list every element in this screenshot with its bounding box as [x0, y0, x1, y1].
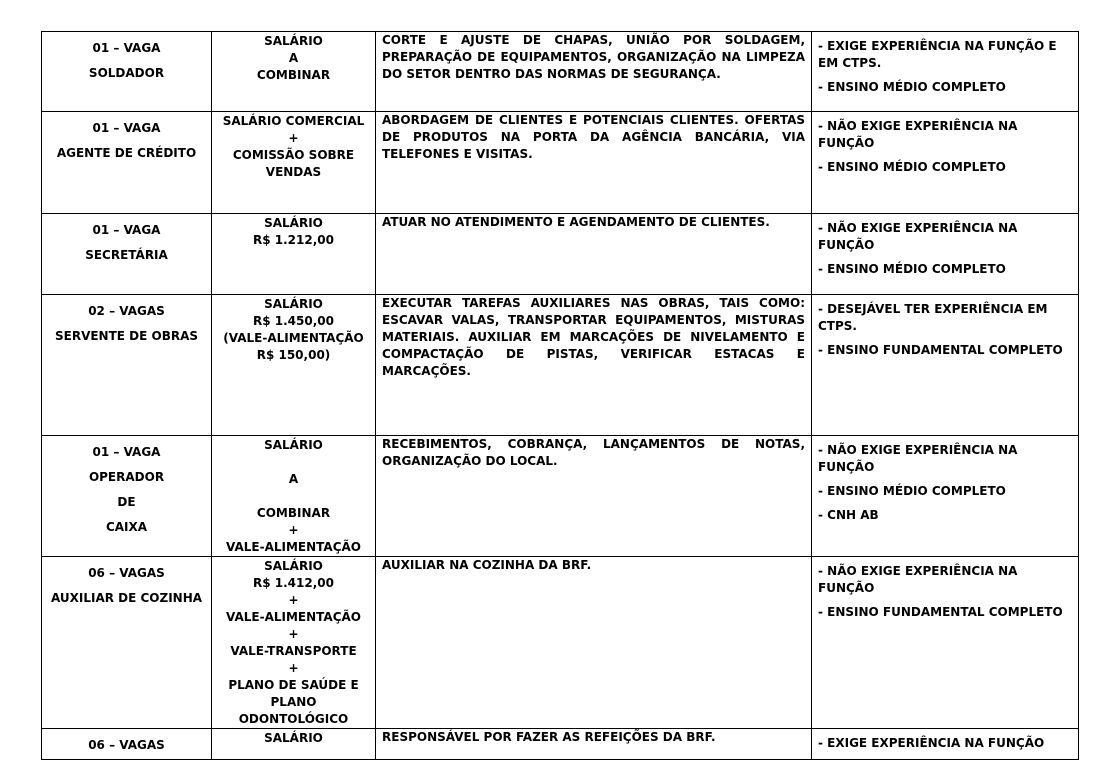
salary-line: SALÁRIO COMERCIAL	[222, 114, 365, 128]
salary-line: VALE-TRANSPORTE	[230, 644, 357, 658]
description-cell: RECEBIMENTOS, COBRANÇA, LANÇAMENTOS DE NOTAS, ORGANIZAÇÃO DO LOCAL.	[376, 436, 812, 557]
salary-line: SALÁRIO	[264, 731, 323, 745]
requirements-cell	[812, 557, 1079, 729]
requirements-cell	[812, 729, 1079, 760]
requirement-item: - ENSINO MÉDIO COMPLETO	[818, 80, 1006, 94]
salary-line: ODONTOLÓGICO	[238, 712, 349, 726]
vacancy-cell	[42, 436, 212, 557]
salary-line: SALÁRIO	[264, 297, 323, 311]
requirement-item: - NÃO EXIGE EXPERIÊNCIA NA FUNÇÃO	[818, 564, 1018, 595]
salary-line: COMBINAR	[256, 68, 331, 82]
vacancy-count: 01 – VAGA	[92, 121, 161, 135]
salary-line: SALÁRIO	[264, 438, 323, 452]
salary-line: R$ 1.212,00	[253, 233, 334, 247]
salary-line: PLANO	[270, 695, 317, 709]
salary-line: VENDAS	[265, 165, 322, 179]
job-title: OPERADOR	[88, 470, 165, 484]
requirement-item: - ENSINO MÉDIO COMPLETO	[818, 484, 1006, 498]
description-cell: CORTE E AJUSTE DE CHAPAS, UNIÃO POR SOLDAGEM, PREPARAÇÃO DE EQUIPAMENTOS, ORGANIZAÇÃO NA LIMPEZA DO SETOR DENTRO DAS NORMAS DE SEGURANÇA.	[376, 32, 812, 112]
requirement-item: - DESEJÁVEL TER EXPERIÊNCIA EM CTPS.	[818, 302, 1048, 333]
vacancy-count: 06 – VAGAS	[88, 738, 165, 752]
salary-line: R$ 1.412,00	[253, 576, 334, 590]
vacancy-cell	[42, 112, 212, 214]
salary-line: A	[288, 472, 299, 486]
vacancy-count: 06 – VAGAS	[88, 566, 165, 580]
description-cell: EXECUTAR TAREFAS AUXILIARES NAS OBRAS, TAIS COMO: ESCAVAR VALAS, TRANSPORTAR EQUIPAMENTOS, MISTURAS MATERIAIS. AUXILIAR EM MARCAÇÕES DE NIVELAMENTO E COMPACTAÇÃO DE PISTAS, VERIFICAR ESTACAS E MARCAÇÕES.	[376, 295, 812, 436]
salary-line: +	[288, 593, 299, 607]
vacancy-cell	[42, 214, 212, 295]
requirements-cell	[812, 295, 1079, 436]
salary-line: +	[288, 523, 299, 537]
job-title: SECRETÁRIA	[85, 248, 168, 262]
requirement-item: - ENSINO MÉDIO COMPLETO	[818, 262, 1006, 276]
salary-line: (VALE-ALIMENTAÇÃO	[223, 331, 364, 345]
requirement-item: - ENSINO MÉDIO COMPLETO	[818, 160, 1006, 174]
salary-line: SALÁRIO	[264, 559, 323, 573]
vacancy-count: 01 – VAGA	[92, 41, 161, 55]
salary-cell	[212, 32, 376, 112]
table-row	[42, 557, 1079, 729]
job-title: CAIXA	[105, 520, 148, 534]
requirements-cell	[812, 112, 1079, 214]
table-row	[42, 112, 1079, 214]
salary-line: +	[288, 627, 299, 641]
requirements-cell	[812, 436, 1079, 557]
salary-line: A	[288, 51, 299, 65]
salary-cell	[212, 729, 376, 760]
salary-line: COMISSÃO SOBRE	[232, 148, 355, 162]
table-row	[42, 295, 1079, 436]
vacancy-count: 01 – VAGA	[92, 445, 161, 459]
requirement-item: - EXIGE EXPERIÊNCIA NA FUNÇÃO E EM CTPS.	[818, 39, 1057, 70]
requirements-cell	[812, 214, 1079, 295]
salary-cell	[212, 112, 376, 214]
salary-cell	[212, 436, 376, 557]
requirement-item: - EXIGE EXPERIÊNCIA NA FUNÇÃO	[818, 736, 1045, 750]
requirement-item: - ENSINO FUNDAMENTAL COMPLETO	[818, 605, 1063, 619]
job-title: AUXILIAR DE COZINHA	[50, 591, 203, 605]
job-title: AGENTE DE CRÉDITO	[56, 146, 197, 160]
salary-line: +	[288, 131, 299, 145]
salary-line: VALE-ALIMENTAÇÃO	[226, 610, 361, 624]
requirement-item: - ENSINO FUNDAMENTAL COMPLETO	[818, 343, 1063, 357]
job-listings-table	[41, 31, 1079, 760]
salary-line: R$ 150,00)	[256, 348, 331, 362]
salary-line: PLANO DE SAÚDE E	[228, 678, 359, 692]
requirement-item: - NÃO EXIGE EXPERIÊNCIA NA FUNÇÃO	[818, 119, 1018, 150]
requirement-item: - CNH AB	[818, 508, 879, 522]
description-cell: AUXILIAR NA COZINHA DA BRF.	[376, 557, 812, 729]
salary-line: SALÁRIO	[264, 216, 323, 230]
salary-line: SALÁRIO	[264, 34, 323, 48]
table-row	[42, 436, 1079, 557]
vacancy-cell	[42, 557, 212, 729]
salary-cell	[212, 557, 376, 729]
vacancy-cell	[42, 729, 212, 760]
vacancy-count: 02 – VAGAS	[88, 304, 165, 318]
salary-line: +	[288, 661, 299, 675]
job-title: SERVENTE DE OBRAS	[54, 329, 199, 343]
vacancy-cell	[42, 295, 212, 436]
vacancy-cell	[42, 32, 212, 112]
description-cell: RESPONSÁVEL POR FAZER AS REFEIÇÕES DA BRF.	[376, 729, 812, 760]
salary-line: VALE-ALIMENTAÇÃO	[226, 540, 361, 554]
requirements-cell	[812, 32, 1079, 112]
salary-line: COMBINAR	[256, 506, 331, 520]
description-cell: ABORDAGEM DE CLIENTES E POTENCIAIS CLIENTES. OFERTAS DE PRODUTOS NA PORTA DA AGÊNCIA BANCÁRIA, VIA TELEFONES E VISITAS.	[376, 112, 812, 214]
salary-cell	[212, 295, 376, 436]
job-title: DE	[117, 495, 136, 509]
requirement-item: - NÃO EXIGE EXPERIÊNCIA NA FUNÇÃO	[818, 443, 1018, 474]
table-row	[42, 32, 1079, 112]
job-title: SOLDADOR	[88, 66, 165, 80]
table-row	[42, 729, 1079, 760]
vacancy-count: 01 – VAGA	[92, 223, 161, 237]
requirement-item: - NÃO EXIGE EXPERIÊNCIA NA FUNÇÃO	[818, 221, 1018, 252]
description-cell: ATUAR NO ATENDIMENTO E AGENDAMENTO DE CLIENTES.	[376, 214, 812, 295]
table-row	[42, 214, 1079, 295]
salary-line: R$ 1.450,00	[253, 314, 334, 328]
salary-cell	[212, 214, 376, 295]
